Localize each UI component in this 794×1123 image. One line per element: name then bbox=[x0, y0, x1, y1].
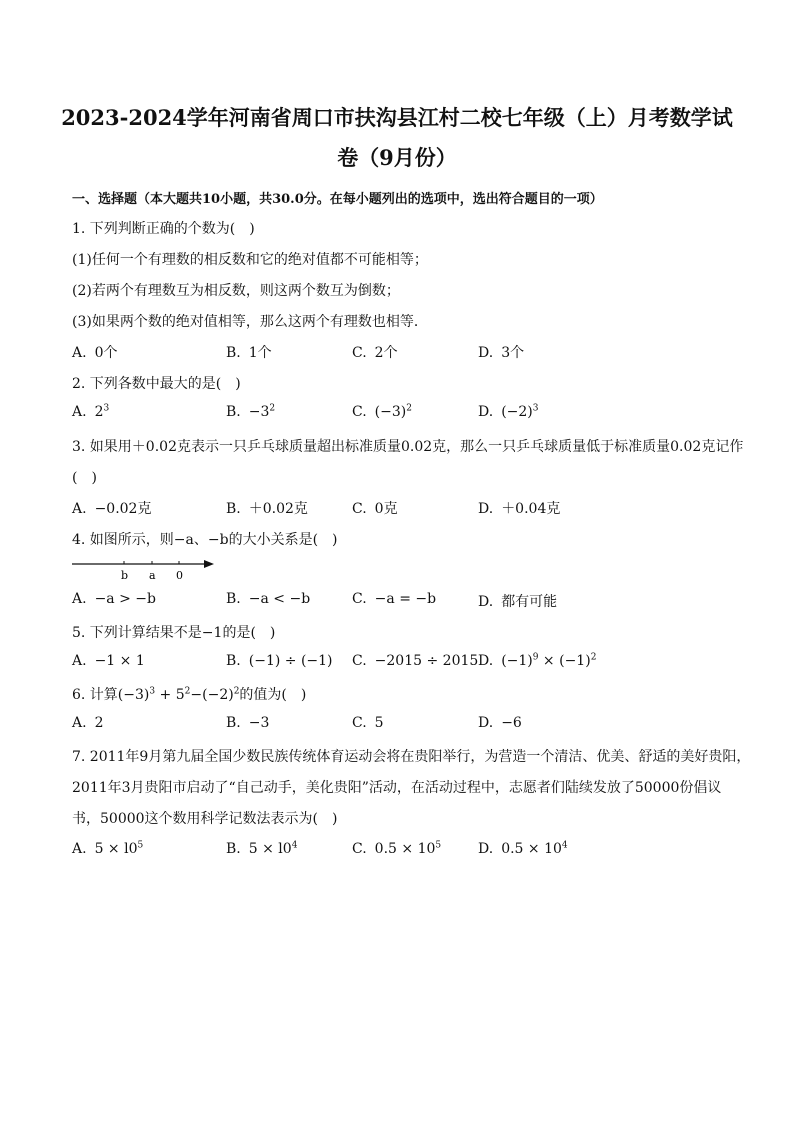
option-d: D. $0.5 \times 10^4$ bbox=[478, 840, 568, 857]
question-1-statement-1: (1)任何一个有理数的相反数和它的绝对值都不可能相等； bbox=[72, 252, 428, 268]
tick-label-b: b bbox=[121, 569, 129, 582]
question-2-stem: 2. 下列各数中最大的是( ) bbox=[72, 376, 241, 392]
question-6-options bbox=[72, 715, 732, 735]
option-d: D. $(-2)^3$ bbox=[478, 403, 539, 420]
option-c: C. 5 bbox=[352, 715, 384, 731]
option-b: B. (−1) ÷ (−1) bbox=[226, 653, 333, 669]
option-d: D. 3个 bbox=[478, 345, 525, 361]
option-a: A. $2^3$ bbox=[72, 403, 110, 420]
question-3-stem-line2: ( ) bbox=[72, 470, 97, 486]
option-c: C. 0克 bbox=[352, 501, 398, 517]
option-b: B. ＋0.02克 bbox=[226, 501, 308, 517]
option-a: A. 0个 bbox=[72, 345, 118, 361]
question-1-stem: 1. 下列判断正确的个数为( ) bbox=[72, 221, 255, 237]
question-1-options bbox=[72, 342, 732, 362]
question-4-options bbox=[72, 591, 732, 611]
question-7-stem-line1: 7. 2011年9月第九届全国少数民族传统体育运动会将在贵阳举行，为营造一个清洁、优美、舒适的美好贵阳， bbox=[72, 749, 751, 765]
option-c: C. 2个 bbox=[352, 345, 398, 361]
option-a: A. −1 × 1 bbox=[72, 653, 145, 669]
question-7-options bbox=[72, 841, 732, 861]
option-c: C. $(-3)^2$ bbox=[352, 403, 412, 420]
question-2-options bbox=[72, 404, 732, 424]
question-1-statement-3: (3)如果两个数的绝对值相等，那么这两个有理数也相等． bbox=[72, 314, 428, 330]
number-line-arrow bbox=[204, 560, 214, 568]
option-c: C. −a = −b bbox=[352, 591, 437, 607]
question-7-stem-line3: 书，50000这个数用科学记数法表示为( ) bbox=[72, 811, 338, 827]
option-a: A. −0.02克 bbox=[72, 501, 152, 517]
option-d: D. $(-1)^9 \times (-1)^2$ bbox=[478, 652, 597, 669]
option-b: B. 1个 bbox=[226, 345, 272, 361]
question-5-stem: 5. 下列计算结果不是−1的是( ) bbox=[72, 625, 276, 641]
question-1-statement-2: (2)若两个有理数互为相反数，则这两个数互为倒数； bbox=[72, 283, 400, 299]
question-7-stem-line2: 2011年3月贵阳市启动了“自己动手，美化贵阳”活动，在活动过程中，志愿者们陆续发放了50000份倡议 bbox=[72, 780, 722, 796]
question-5-options bbox=[72, 653, 732, 673]
tick-label-a: a bbox=[149, 569, 156, 582]
question-3-stem: 3. 如果用＋0.02克表示一只乒乓球质量超出标准质量0.02克，那么一只乒乓球质量低于标准质量0.02克记作 bbox=[72, 439, 744, 455]
option-a: A. 2 bbox=[72, 715, 104, 731]
option-b: B. −3 bbox=[226, 715, 270, 731]
option-d: D. 都有可能 bbox=[478, 594, 558, 610]
question-3-options bbox=[72, 498, 732, 518]
exam-title-line2: 卷（9月份） bbox=[337, 145, 457, 170]
option-b: B. $-3^2$ bbox=[226, 403, 276, 420]
section-heading: 一、选择题（本大题共10小题，共30.0分。在每小题列出的选项中，选出符合题目的一项） bbox=[72, 192, 603, 207]
question-4-stem: 4. 如图所示，则−a、−b的大小关系是( ) bbox=[72, 532, 338, 548]
option-b: B. $5 \times l0^4$ bbox=[226, 840, 298, 857]
question-6-stem: 6. 计算$(-3)^3 + 5^2-(-2)^2$的值为( ) bbox=[72, 686, 307, 703]
tick-label-zero: 0 bbox=[176, 569, 183, 582]
option-a: A. $5 \times l0^5$ bbox=[72, 840, 144, 857]
option-d: D. −6 bbox=[478, 715, 522, 731]
exam-title-line1: 2023-2024学年河南省周口市扶沟县江村二校七年级（上）月考数学试 bbox=[61, 105, 733, 130]
number-line-figure bbox=[72, 558, 222, 584]
option-b: B. −a < −b bbox=[226, 591, 311, 607]
option-a: A. −a > −b bbox=[72, 591, 156, 607]
option-c: C. $0.5 \times 10^5$ bbox=[352, 840, 442, 857]
option-c: C. −2015 ÷ 2015 bbox=[352, 653, 479, 669]
option-d: D. ＋0.04克 bbox=[478, 501, 561, 517]
